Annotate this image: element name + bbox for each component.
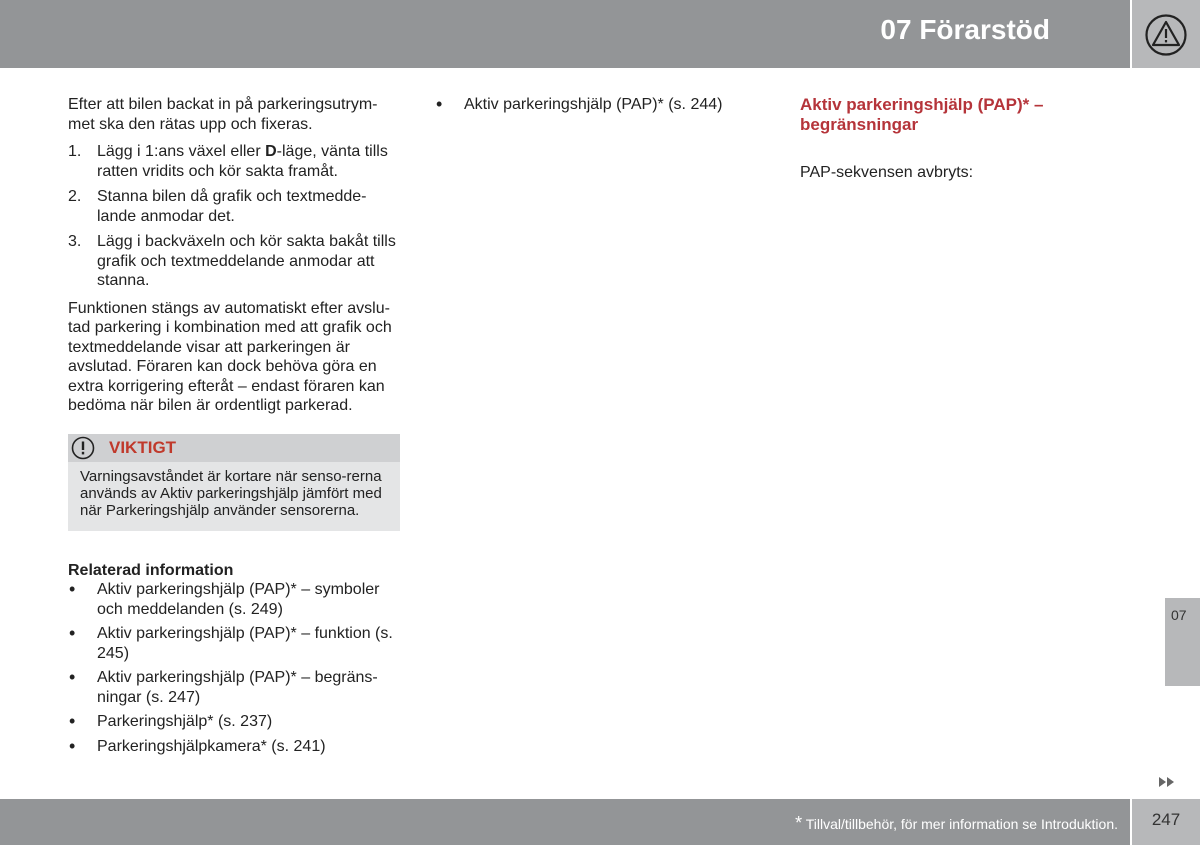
section-heading: Aktiv parkeringshjälp (PAP)* – begränsningar (800, 95, 1044, 134)
page-number: 247 (1151, 810, 1181, 829)
important-header (68, 434, 400, 462)
footnote-text: Tillval/tillbehör, för mer information se Introduktion. (805, 816, 1118, 832)
body-paragraph: Funktionen stängs av automatiskt efter avslu-tad parkering i kombination med att grafik och textmeddelande visar att parkeringen är avslutad. Föraren kan dock behöva göra en extra korrigering efteråt – endast föraren kan bedöma när bilen är ordentligt parkerad. (68, 299, 392, 414)
page-number-box (1132, 799, 1200, 845)
related-link[interactable]: • Aktiv parkeringshjälp (PAP)* – symboler och meddelanden (s. 249) (68, 580, 400, 619)
step-item (68, 187, 400, 226)
side-tab-label: 07 (1171, 607, 1187, 623)
warning-triangle-icon (1144, 13, 1188, 57)
chapter-header (0, 0, 1130, 68)
page-footer (0, 799, 1130, 845)
next-page-arrows-icon[interactable] (1157, 774, 1177, 790)
exclamation-circle-icon (71, 436, 95, 460)
related-link[interactable]: • Parkeringshjälpkamera* (s. 241) (68, 737, 400, 757)
important-box (68, 434, 400, 531)
reference-link[interactable]: • Aktiv parkeringshjälp (PAP)* (s. 244) (435, 95, 755, 115)
chapter-icon-box (1132, 0, 1200, 68)
related-link[interactable]: • Aktiv parkeringshjälp (PAP)* – begräns-ningar (s. 247) (68, 668, 400, 707)
step-text: Lägg i backväxeln och kör sakta bakåt tills grafik och textmeddelande anmodar att stanna. (97, 233, 396, 289)
column-right (800, 95, 1130, 191)
step-text: Stanna bilen då grafik och textmedde-lande anmodar det. (97, 188, 367, 225)
chapter-title: 07 Förarstöd (880, 14, 1050, 45)
step-item (68, 232, 400, 291)
related-link[interactable]: • Parkeringshjälp* (s. 237) (68, 712, 400, 732)
step-number: 2. (68, 188, 82, 205)
related-info-list (68, 580, 400, 756)
step-text: -läge, vänta tills ratten vridits och kör sakta framåt. (97, 143, 388, 180)
important-text: Varningsavståndet är kortare när senso-rerna används av Aktiv parkeringshjälp jämfört med när Parkeringshjälp använder sensorerna. (80, 467, 382, 519)
related-link[interactable]: • Aktiv parkeringshjälp (PAP)* – funktion (s. 245) (68, 624, 400, 663)
step-item (68, 142, 400, 181)
reference-list (435, 95, 755, 115)
step-number: 3. (68, 233, 82, 250)
steps-list (68, 142, 400, 291)
important-title: VIKTIGT (109, 437, 177, 457)
related-info-title: Relaterad information (68, 561, 234, 579)
section-text: PAP-sekvensen avbryts: (800, 164, 974, 181)
step-number: 1. (68, 143, 82, 160)
chapter-side-tab[interactable] (1165, 598, 1200, 686)
step-text: Lägg i 1:ans växel eller (97, 143, 266, 160)
step-bold-text: D (265, 143, 277, 160)
column-left (68, 95, 400, 761)
footnote (795, 813, 1118, 834)
column-middle (435, 95, 755, 120)
intro-paragraph: Efter att bilen backat in på parkeringsutrym-met ska den rätas upp och fixeras. (68, 96, 378, 133)
footnote-star: * (795, 813, 803, 833)
